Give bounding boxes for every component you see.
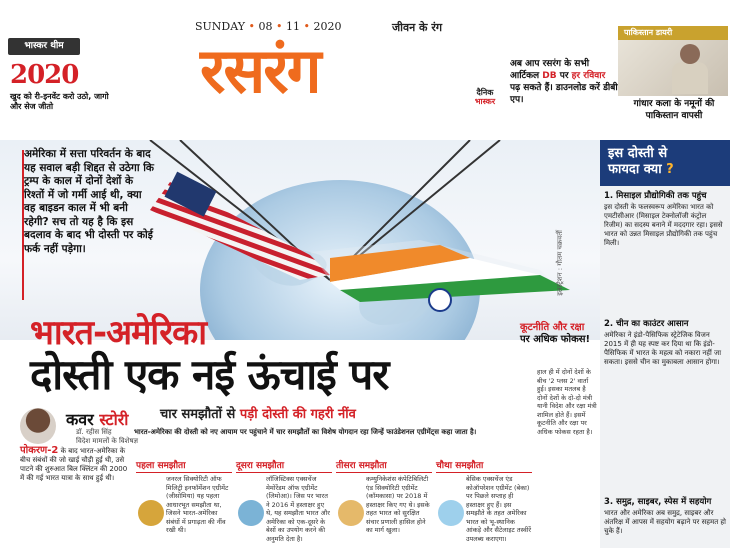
dainik-bhaskar-logo: दैनिक भास्कर xyxy=(474,88,496,106)
agreement-body: कम्युनिकेशंस कंपेटिबिलिटी एंड सिक्योरिटी एग्रीमेंट (कॉमकासा) पर 2018 में हस्ताक्षर किए गए थे। इसके तहत भारत को सुरक्षित संचार प्रणाली हासिल होने का मार्ग खुला। xyxy=(366,475,430,534)
sidebar-point-body: इस दोस्ती के फलस्वरूप अमेरिका भारत को एमटीसीआर (मिसाइल टेक्नोलॉजी कंट्रोल रिजीम) का सदस्य बनाने में मददगार रहा। इससे भारत को उन्नत मिसाइल प्रौद्योगिकी तक पहुंच मिली। xyxy=(604,203,723,247)
pakistan-diary-label: पाकिस्तान डायरी xyxy=(618,26,728,40)
communication-icon xyxy=(338,500,364,526)
agreement-1 xyxy=(136,458,232,548)
illustration-credit: इलस्ट्रेशन : गौतम चक्रवर्ती xyxy=(556,230,564,296)
midcol-text: हाल ही में दोनों देशों के बीच '2 प्लस 2' वार्ता हुई। इसका मतलब है दोनों देशों के दो-दो मंत्री यानी विदेश और रक्षा मंत्री शामिल होते हैं। इसमें कूटनीति और रक्षा पर अधिक फोकस रहता है। xyxy=(537,368,597,436)
agreement-body: बेसिक एक्सचेंज एंड कोऑपरेशन एग्रीमेंट (बेका) पर पिछले सप्ताह ही हस्ताक्षर हुए हैं। इस समझौते के तहत अमेरिका भारत को भू-स्थानिक आंकड़े और सैटेलाइट तस्वीरें उपलब्ध कराएगा। xyxy=(466,475,532,543)
kootneeti-callout: कूटनीति और रक्षा पर अधिक फोकस! xyxy=(520,322,591,345)
sidebar-point-title: 1. मिसाइल प्रौद्योगिकी तक पहुंच xyxy=(604,191,707,201)
person-face xyxy=(680,44,700,64)
date-line: SUNDAY • 08 • 11 • 2020 xyxy=(195,20,342,33)
person-figure xyxy=(672,62,708,94)
agreement-title: चौथा समझौता xyxy=(436,458,532,473)
sidebar-point-1 xyxy=(604,192,726,248)
agreement-3 xyxy=(336,458,432,548)
tagline: जीवन के रंग xyxy=(392,21,443,34)
satellite-icon xyxy=(438,500,464,526)
agreement-body: लॉजिस्टिक्स एक्सचेंज मेमोरेंडम ऑफ एग्रीमेंट (लिमोआ)। जिस पर भारत ने 2016 में हस्ताक्षर हुए थे, यह समझौता भारत और अमेरिका को एक-दूसरे के बेसों का उपयोग करने की अनुमति देता है। xyxy=(266,475,330,543)
sidebar-point-3 xyxy=(604,498,726,536)
year-2020-graphic: 2020 xyxy=(10,60,79,90)
ashoka-chakra-icon xyxy=(429,289,451,311)
intro-paragraph: अमेरिका में सत्ता परिवर्तन के बाद यह सवाल बड़ी शिद्दत से उठेगा कि ट्रम्प के काल में दोनों देशों के रिश्तों में जो गर्मी आई थी, क्या वह बाइडन काल में भी बनी रहेगी? सच तो यह है कि इस बदलाव के बाद भी दोस्ती पर कोई फर्क नहीं पड़ेगा। xyxy=(24,148,154,255)
bhaskar-theme-badge: भास्कर थीम xyxy=(8,38,80,55)
sidebar-point-title: 2. चीन का काउंटर आसान xyxy=(604,319,689,329)
agreement-title: दूसरा समझौता xyxy=(236,458,332,473)
db-app-promo[interactable]: अब आप रसरंग के सभी आर्टिकल DB पर हर रविवार पढ़ सकते हैं। डाउनलोड करें डीबी एप। xyxy=(510,59,618,105)
sidebar-point-title: 3. समुद्र, साइबर, स्पेस में सहयोग xyxy=(604,497,712,507)
author-avatar xyxy=(20,408,56,444)
sidebar-point-2 xyxy=(604,320,726,367)
headline-lede: भारत-अमेरिका की दोस्ती को नए आयाम पर पहुंचाने में चार समझौतों का विशेष योगदान रहा जिन्हें फाउंडेशनल एग्रीमेंट्स कहा जाता है। xyxy=(134,428,477,436)
soldier-icon xyxy=(138,500,164,526)
author-byline: डॉ. रहीस सिंह विदेश मामलों के विशेषज्ञ xyxy=(76,428,138,445)
rasrang-logo: रसरंग xyxy=(200,34,320,107)
sidebar-title: इस दोस्ती से फायदा क्या ? xyxy=(600,140,730,186)
headline-main: दोस्ती एक नई ऊंचाई पर xyxy=(30,350,389,399)
agreement-title: पहला समझौता xyxy=(136,458,232,473)
cover-story-label: कवर स्टोरी xyxy=(66,410,129,429)
year-tagline: खुद को री-इनवेंट करो उठो, जागो और सेज जीतो xyxy=(10,92,109,111)
sidebar-point-body: भारत और अमेरिका अब समुद्र, साइबर और अंतरिक्ष में आपस में सहयोग बढ़ाने पर सहमत हो चुके हैं। xyxy=(604,509,726,535)
agreement-4 xyxy=(436,458,532,548)
agreement-body: जनरल सिक्योरिटी ऑफ मिलिट्री इनफॉर्मेशन एग्रीमेंट (जीसोमिया) यह पहला आधारभूत समझौता था, जिसने भारत-अमेरिका संबंधों में प्रगाढ़ता की नींव रखी थी। xyxy=(166,475,229,534)
headline-sub: चार समझौतों से पड़ी दोस्ती की गहरी नींव xyxy=(160,407,356,422)
agreement-2 xyxy=(236,458,332,548)
pokhran-paragraph: पोकरण-2 के बाद भारत-अमेरिका के बीच संबंधों की जो खाई चौड़ी हुई थी, उसे पाटने की शुरुआत बिल क्लिंटन की 2000 में की गई भारत यात्रा के साथ हुई थी। xyxy=(20,445,128,482)
pakistan-diary-caption[interactable]: गांधार कला के नमूनों की पाकिस्तान वापसी xyxy=(633,99,715,121)
agreement-title: तीसरा समझौता xyxy=(336,458,432,473)
sidebar-point-body: अमेरिका ने इंडो-पैसिफिक स्ट्रेटेजिक विजन 2015 में ही यह स्पष्ट कर दिया था कि इंडो-पैसिफिक में भारत के महत्व को नकारा नहीं जा सकता। इससे चीन का मुकाबला आसान होगा। xyxy=(604,331,722,366)
headline-kicker: भारत-अमेरिका xyxy=(30,313,207,353)
tank-icon xyxy=(238,500,264,526)
